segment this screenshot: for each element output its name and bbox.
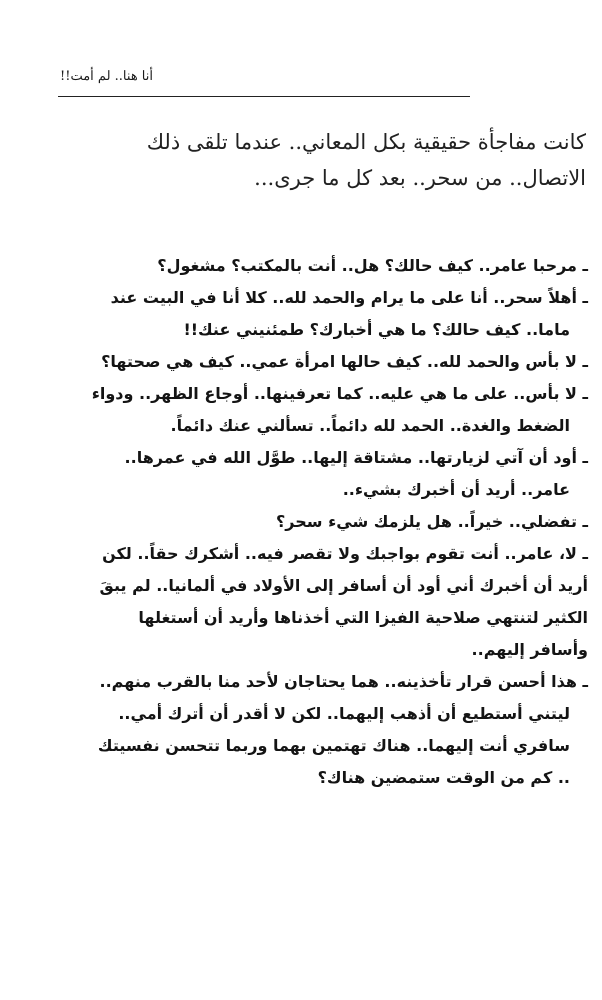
dialogue-block bbox=[52, 250, 588, 794]
dialogue-line: وأسافر إليهم.. bbox=[471, 640, 588, 659]
dialogue-line: .. كم من الوقت ستمضين هناك؟ bbox=[317, 768, 570, 787]
intro-line: كانت مفاجأة حقيقية بكل المعاني.. عندما تلقى ذلك bbox=[146, 130, 586, 154]
dialogue-line: ـ تفضلي.. خيراً.. هل يلزمك شيء سحر؟ bbox=[276, 512, 588, 531]
dialogue-line: ـ لا بأس.. على ما هي عليه.. كما تعرفينها.. أوجاع الظهر.. ودواء bbox=[91, 384, 588, 403]
dialogue-line: ـ هذا أحسن قرار تأخذينه.. هما يحتاجان لأحد منا بالقرب منهم.. bbox=[99, 672, 588, 691]
dialogue-line: أريد أن أخبرك أني أود أن أسافر إلى الأولاد في ألمانيا.. لم يبقَ bbox=[99, 576, 588, 595]
dialogue-line: الكثير لتنتهي صلاحية الفيزا التي أخذناها وأريد أن أستغلها bbox=[138, 608, 588, 627]
intro-paragraph bbox=[58, 124, 586, 196]
dialogue-line: سافري أنت إليهما.. هناك تهتمين بهما وربما تتحسن نفسيتك bbox=[97, 736, 570, 755]
dialogue-line: ـ أهلاً سحر.. أنا على ما يرام والحمد لله.. كلا أنا في البيت عند bbox=[110, 288, 588, 307]
dialogue-line: ماما.. كيف حالك؟ ما هي أخبارك؟ طمئنيني عنك!! bbox=[183, 320, 570, 339]
header-divider bbox=[58, 96, 470, 97]
running-header-title: أنا هنا.. لم أمت!! bbox=[60, 69, 153, 84]
dialogue-line: عامر.. أريد أن أخبرك بشيء.. bbox=[342, 480, 570, 499]
dialogue-line: ليتني أستطيع أن أذهب إليهما.. لكن لا أقدر أن أترك أمي.. bbox=[118, 704, 570, 723]
dialogue-line: ـ لا، عامر.. أنت تقوم بواجبك ولا تقصر فيه.. أشكرك حقاً.. لكن bbox=[102, 544, 588, 563]
dialogue-line: ـ مرحبا عامر.. كيف حالك؟ هل.. أنت بالمكتب؟ مشغول؟ bbox=[157, 256, 588, 275]
dialogue-line: الضغط والغدة.. الحمد لله دائماً.. تسألني عنك دائماً. bbox=[170, 416, 570, 435]
dialogue-line: ـ أود أن آتي لزيارتها.. مشتاقة إليها.. طوَّل الله في عمرها.. bbox=[124, 448, 588, 467]
dialogue-line: ـ لا بأس والحمد لله.. كيف حالها امرأة عمي.. كيف هي صحتها؟ bbox=[101, 352, 588, 371]
intro-line: الاتصال.. من سحر.. بعد كل ما جرى... bbox=[254, 166, 586, 190]
